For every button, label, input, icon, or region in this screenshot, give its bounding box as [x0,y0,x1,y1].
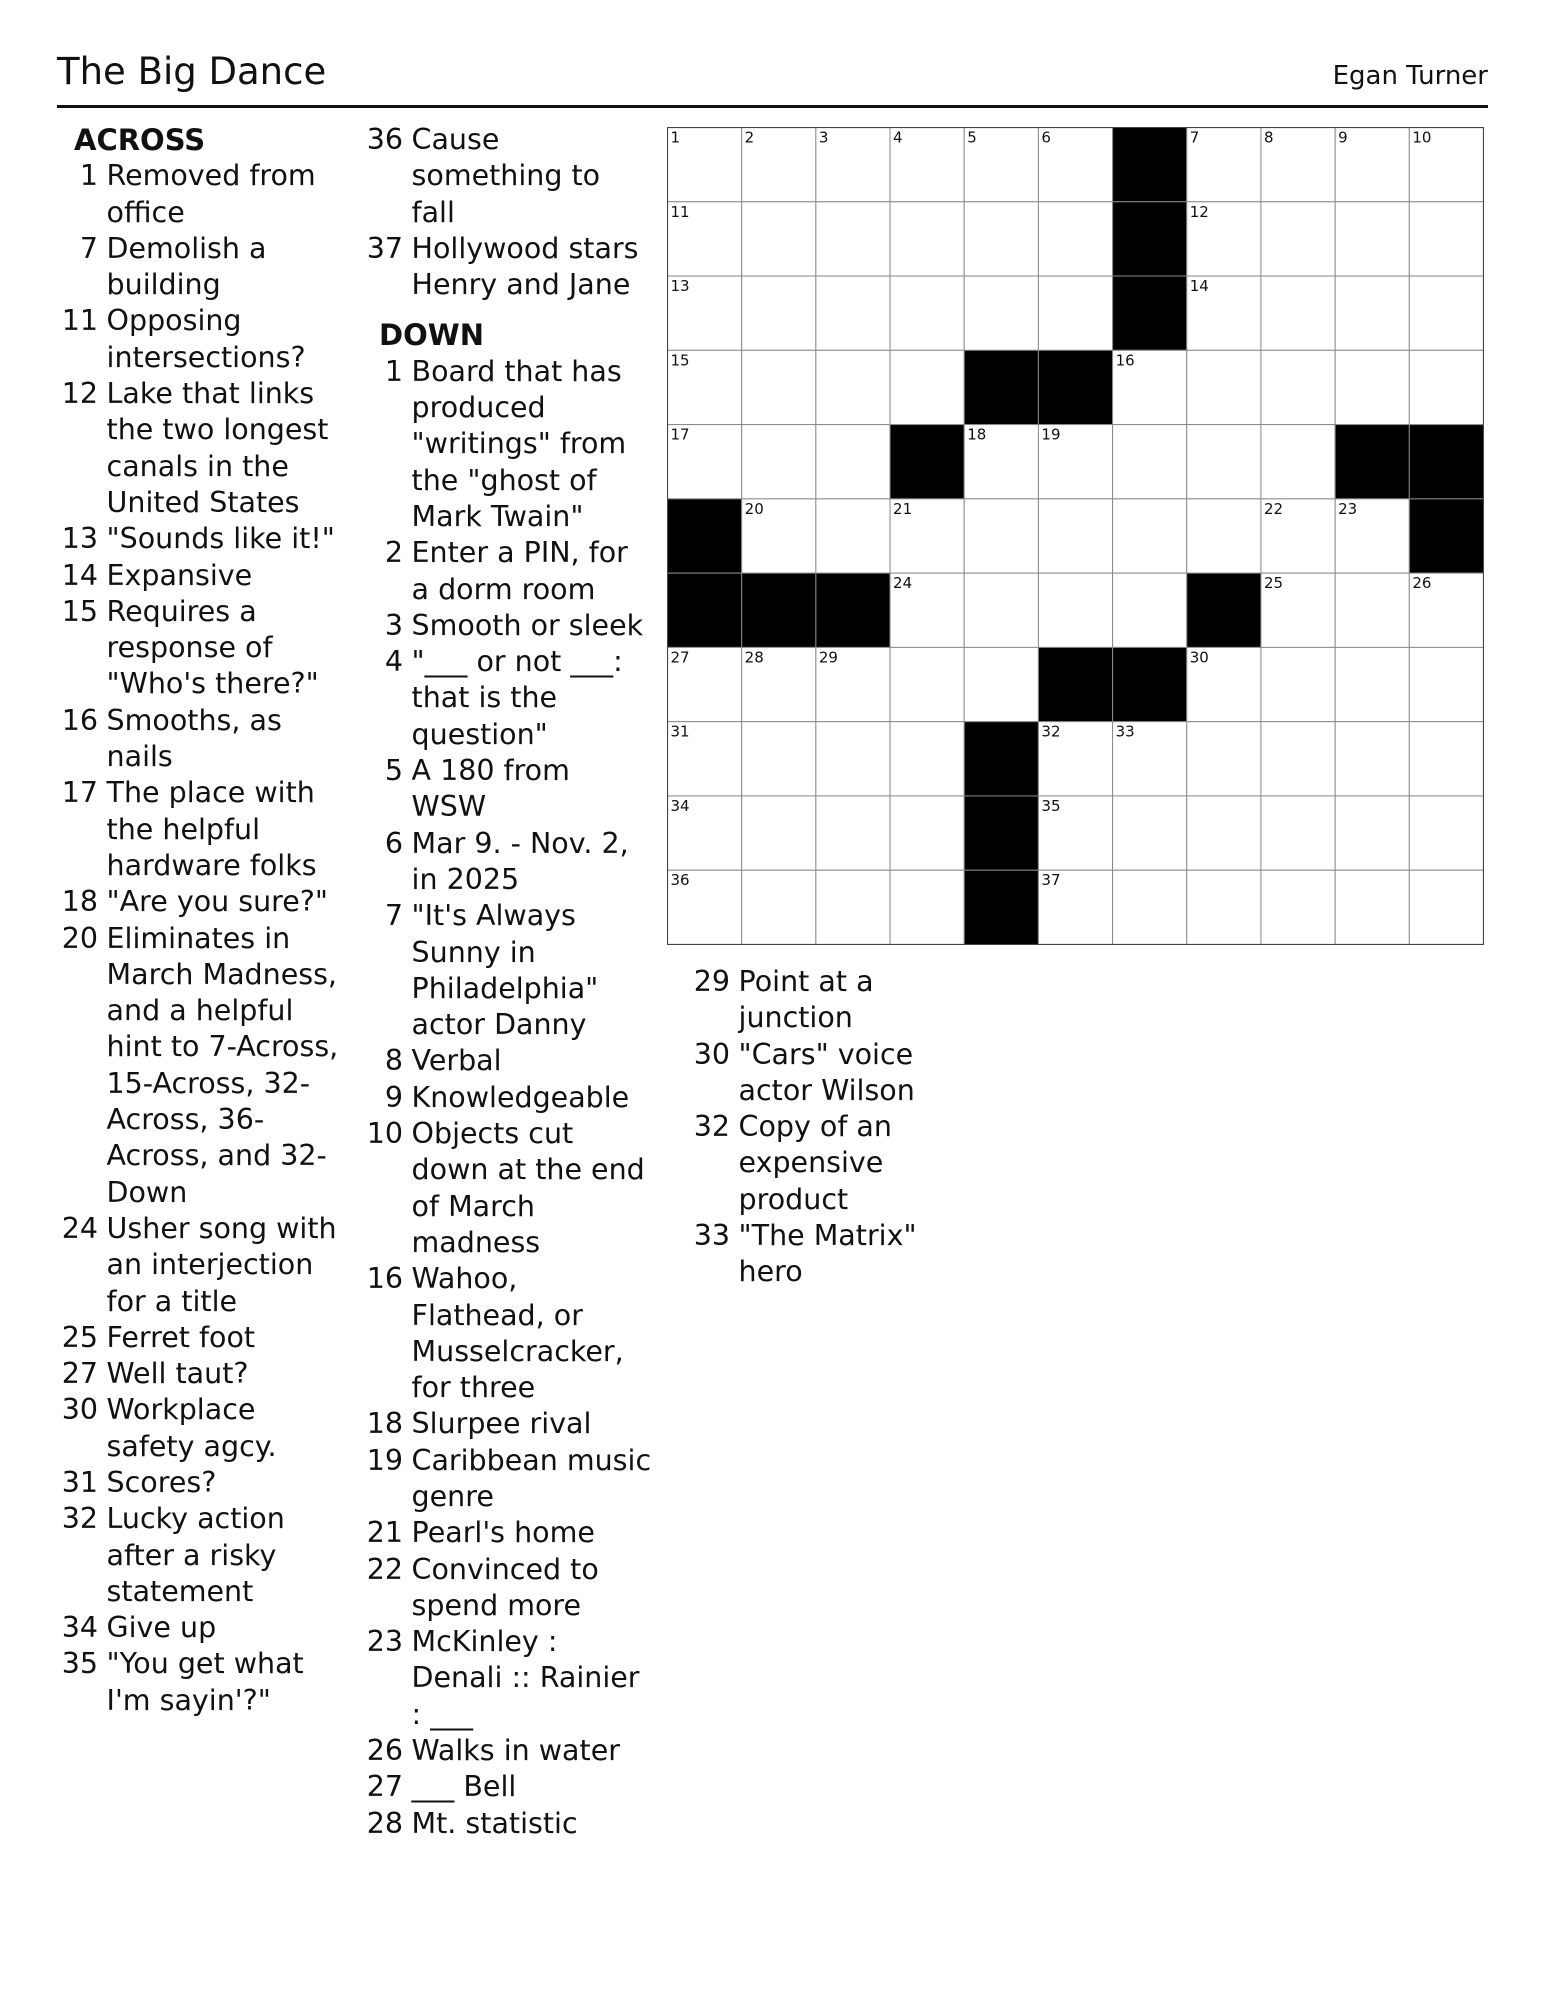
clue-number: 4 [384,645,403,679]
grid-cell[interactable] [890,796,964,870]
clue-text: Lucky action after a risky statement [106,1502,285,1608]
grid-cell[interactable] [1335,350,1409,424]
clue-text: Eliminates in March Madness, and a helpful hint to 7-Across, 15-Across, 32-Across, 36-Across, and 32-Down [106,921,339,1209]
clue-text: Lake that links the two longest canals in the United States [106,377,329,519]
clue-number: 2 [384,536,403,570]
clue-number: 7 [79,231,98,265]
crossword-grid[interactable] [667,127,1484,945]
grid-cell[interactable] [1261,722,1335,796]
clue-text: Requires a response of "Who's there?" [106,594,319,701]
clue-item[interactable] [362,1443,652,1516]
grid-cell[interactable] [964,202,1038,276]
clue-item[interactable] [57,884,347,920]
grid-cell[interactable] [890,870,964,944]
clue-number: 12 [61,377,98,411]
grid-cell[interactable] [964,647,1038,721]
grid-cell[interactable] [1409,870,1483,944]
clue-column-2 [362,122,652,1842]
clue-number: 28 [366,1806,403,1840]
clue-item[interactable] [362,1624,652,1733]
clue-number: 3 [384,608,403,642]
clue-text: Objects cut down at the end of March madness [411,1117,645,1259]
clue-number: 18 [366,1407,403,1441]
grid-cell[interactable] [1113,499,1187,573]
grid-cell[interactable] [816,499,890,573]
cell-number: 30 [1189,648,1209,667]
clue-number: 20 [61,921,98,955]
grid-cell[interactable] [890,350,964,424]
clue-item[interactable] [57,703,347,776]
grid-cell[interactable] [742,796,816,870]
clue-text: A 180 from WSW [411,754,570,824]
clue-text: ___ Bell [411,1770,517,1804]
clue-number: 25 [61,1320,98,1354]
clue-number: 34 [61,1611,98,1645]
clue-item[interactable] [57,303,347,376]
clue-item[interactable] [362,1769,652,1805]
clue-text: Board that has produced "writings" from the "ghost of Mark Twain" [411,354,627,533]
grid-block-cell [964,722,1038,796]
clue-text: "You get what I'm sayin'?" [106,1647,304,1717]
grid-cell[interactable] [1038,202,1112,276]
grid-cell[interactable] [816,202,890,276]
grid-cell[interactable] [1038,499,1112,573]
grid-block-cell [964,870,1038,944]
grid-cell[interactable] [890,202,964,276]
clue-item[interactable] [57,921,347,1211]
grid-cell[interactable] [816,796,890,870]
clue-item[interactable] [57,1646,347,1719]
clue-number: 32 [61,1502,98,1536]
grid-cell[interactable] [1409,722,1483,796]
cell-number: 27 [670,648,690,667]
grid-cell[interactable] [1113,796,1187,870]
clue-item[interactable] [57,594,347,703]
cell-number: 14 [1189,277,1209,296]
cell-number: 1 [670,128,681,147]
grid-cell[interactable] [964,499,1038,573]
grid-cell[interactable] [742,350,816,424]
clue-text: Caribbean music genre [411,1443,652,1513]
clue-number: 26 [366,1734,403,1768]
clue-column-1 [57,122,347,1719]
grid-cell[interactable] [1187,722,1261,796]
clue-number: 18 [61,885,98,919]
cell-number: 28 [744,648,764,667]
clue-item[interactable] [362,122,652,231]
clue-item[interactable] [57,1211,347,1320]
across-heading: ACROSS [74,123,206,157]
clue-item[interactable] [362,354,652,535]
clue-text: Slurpee rival [411,1407,592,1441]
clue-text: Usher song with an interjection for a title [106,1211,337,1318]
clue-text: "It's Always Sunny in Philadelphia" actor Danny [411,899,599,1042]
clue-text: Demolish a building [106,231,267,302]
cell-number: 29 [818,648,838,667]
grid-cell[interactable] [890,276,964,350]
cell-number: 36 [670,871,690,890]
grid-cell[interactable] [1261,350,1335,424]
clue-item[interactable] [689,1037,979,1110]
clue-text: Give up [106,1611,217,1645]
grid-cell[interactable] [816,870,890,944]
grid-block-cell [1038,350,1112,424]
clue-number: 33 [693,1219,730,1253]
clue-text: Scores? [106,1465,217,1499]
grid-block-cell [1113,276,1187,350]
clue-number: 27 [61,1357,98,1391]
clue-number: 1 [384,354,403,388]
grid-cell[interactable] [1113,573,1187,647]
clue-number: 24 [61,1211,98,1245]
grid-cell[interactable] [742,722,816,796]
grid-cell[interactable] [1113,425,1187,499]
grid-block-cell [1409,499,1483,573]
grid-cell[interactable] [1409,796,1483,870]
grid-cell[interactable] [816,350,890,424]
grid-block-cell [1335,425,1409,499]
cell-number: 12 [1189,202,1209,221]
clue-text: "The Matrix" hero [738,1219,917,1289]
clue-number: 35 [61,1647,98,1681]
grid-cell[interactable] [1187,499,1261,573]
clue-item[interactable] [362,644,652,753]
clue-text: "___ or not ___: that is the question" [411,645,623,751]
clue-text: Smooths, as nails [106,703,282,774]
grid-block-cell [964,350,1038,424]
cell-number: 32 [1041,722,1061,741]
grid-block-cell [742,573,816,647]
clue-item[interactable] [57,1610,347,1646]
clue-number: 14 [61,558,98,592]
clue-text: Walks in water [411,1734,620,1768]
clue-number: 1 [79,159,98,193]
grid-cell[interactable] [1187,425,1261,499]
cell-number: 2 [744,128,755,147]
cell-number: 8 [1263,128,1274,147]
clue-item[interactable] [57,1465,347,1501]
clue-text: Well taut? [106,1357,249,1391]
clue-item[interactable] [362,1261,652,1406]
clue-item[interactable] [689,1109,979,1218]
clue-text: Verbal [411,1044,502,1078]
grid-block-cell [668,499,742,573]
clue-text: "Sounds like it!" [106,522,335,556]
clue-text: Expansive [106,558,253,592]
clue-text: Copy of an expensive product [738,1110,892,1216]
cell-number: 35 [1041,796,1061,815]
cell-number: 17 [670,425,690,444]
clue-item[interactable] [57,1501,347,1610]
cell-number: 5 [967,128,977,147]
grid-cell[interactable] [1261,870,1335,944]
clue-item[interactable] [362,1733,652,1769]
cell-number: 9 [1338,128,1348,147]
clue-text: Mar 9. - Nov. 2, in 2025 [411,826,629,896]
grid-cell[interactable] [890,722,964,796]
grid-cell[interactable] [1335,796,1409,870]
grid-cell[interactable] [1335,276,1409,350]
clue-text: Removed from office [106,159,316,229]
cell-number: 16 [1115,351,1135,370]
clue-item[interactable] [362,826,652,899]
clue-item[interactable] [362,231,652,304]
grid-cell[interactable] [1261,425,1335,499]
clue-text: Ferret foot [106,1320,256,1354]
grid-cell[interactable] [1409,350,1483,424]
grid-cell[interactable] [816,722,890,796]
clue-item[interactable] [57,1356,347,1392]
grid-block-cell [1409,425,1483,499]
cell-number: 25 [1263,574,1284,593]
grid-cell[interactable] [816,276,890,350]
clue-number: 5 [384,754,403,788]
cell-number: 21 [893,499,913,518]
clue-number: 30 [693,1037,730,1071]
cell-number: 34 [670,796,690,815]
clue-number: 36 [366,123,403,156]
clue-text: Mt. statistic [411,1806,578,1840]
clue-text: Opposing intersections? [106,304,306,374]
grid-cell[interactable] [1113,870,1187,944]
clue-number: 31 [61,1465,98,1499]
grid-cell[interactable] [964,276,1038,350]
grid-block-cell [964,796,1038,870]
clue-number: 6 [384,826,403,860]
cell-number: 10 [1412,128,1432,147]
grid-cell[interactable] [1261,796,1335,870]
grid-cell[interactable] [1335,573,1409,647]
clue-item[interactable] [362,1552,652,1625]
clue-item[interactable] [362,608,652,644]
grid-block-cell [1113,128,1187,202]
clue-number: 10 [366,1117,403,1151]
grid-block-cell [1113,647,1187,721]
clue-text: McKinley : Denali :: Rainier : ___ [411,1625,640,1731]
clue-number: 15 [61,594,98,628]
clue-number: 7 [384,899,403,933]
clue-item[interactable] [362,1043,652,1079]
grid-cell[interactable] [1261,202,1335,276]
clue-number: 8 [384,1044,403,1078]
clue-text: The place with the helpful hardware folks [106,776,317,882]
clue-number: 21 [366,1516,403,1550]
clue-item[interactable] [362,1406,652,1442]
clue-text: Smooth or sleek [411,608,644,642]
grid-cell[interactable] [1261,276,1335,350]
clue-number: 27 [366,1770,403,1804]
cell-number: 24 [893,574,913,593]
clue-text: Cause something to fall [411,123,601,229]
clue-item[interactable] [362,898,652,1043]
header-divider [57,105,1488,108]
clue-number: 17 [61,776,98,810]
clue-number: 22 [366,1552,403,1586]
grid-cell[interactable] [742,425,816,499]
cell-number: 20 [744,499,764,518]
clue-item[interactable] [362,535,652,608]
cell-number: 31 [670,722,690,741]
grid-cell[interactable] [1187,870,1261,944]
cell-number: 18 [967,425,987,444]
puzzle-title: The Big Dance [57,50,327,93]
clue-item[interactable] [57,558,347,594]
clue-column-3 [689,964,979,1291]
grid-cell[interactable] [1335,722,1409,796]
cell-number: 13 [670,277,690,296]
cell-number: 3 [818,128,829,147]
clue-text: Wahoo, Flathead, or Musselcracker, for three [411,1262,624,1405]
grid-cell[interactable] [742,202,816,276]
clue-number: 37 [366,231,403,265]
cell-number: 7 [1189,128,1200,147]
clue-item[interactable] [689,1218,979,1291]
grid-cell[interactable] [742,276,816,350]
cell-number: 4 [893,128,903,147]
clue-text: Enter a PIN, for a dorm room [411,536,628,606]
grid-cell[interactable] [1335,202,1409,276]
cell-number: 23 [1338,499,1358,518]
grid-cell[interactable] [1038,573,1112,647]
clue-item[interactable] [57,1392,347,1465]
grid-cell[interactable] [1409,647,1483,721]
clue-item[interactable] [57,376,347,521]
clue-text: "Are you sure?" [106,885,329,919]
clue-text: Hollywood stars Henry and Jane [411,231,639,302]
clue-item[interactable] [362,1515,652,1551]
clue-text: Point at a junction [738,965,874,1035]
puzzle-author: Egan Turner [1332,61,1488,91]
cell-number: 22 [1263,499,1284,518]
cell-number: 6 [1041,128,1051,147]
clue-number: 30 [61,1393,98,1427]
grid-block-cell [890,425,964,499]
grid-cell[interactable] [1261,647,1335,721]
clue-item[interactable] [57,775,347,884]
grid-cell[interactable] [964,573,1038,647]
clue-number: 29 [693,965,730,998]
clue-number: 16 [61,703,98,737]
clue-item[interactable] [362,753,652,826]
clue-number: 32 [693,1110,730,1144]
cell-number: 11 [670,202,690,221]
clue-text: Knowledgeable [411,1080,630,1114]
clue-number: 11 [61,304,98,338]
grid-block-cell [1187,573,1261,647]
crossword-grid-svg[interactable] [667,127,1484,945]
grid-cell[interactable] [816,425,890,499]
clue-text: Pearl's home [411,1516,595,1550]
clue-text: "Cars" voice actor Wilson [738,1037,915,1107]
grid-cell[interactable] [1409,202,1483,276]
clue-number: 16 [366,1262,403,1296]
grid-block-cell [1038,647,1112,721]
clue-item[interactable] [362,1080,652,1116]
down-heading: DOWN [379,318,484,353]
grid-cell[interactable] [1187,350,1261,424]
clue-number: 23 [366,1625,403,1659]
clue-number: 19 [366,1443,403,1477]
cell-number: 37 [1041,871,1061,890]
grid-block-cell [816,573,890,647]
grid-cell[interactable] [742,870,816,944]
grid-cell[interactable] [1335,647,1409,721]
clue-number: 9 [384,1080,403,1114]
clue-item[interactable] [57,1320,347,1356]
clue-item[interactable] [57,521,347,557]
clue-item[interactable] [362,1116,652,1261]
grid-block-cell [668,573,742,647]
grid-cell[interactable] [1335,870,1409,944]
cell-number: 15 [670,351,690,370]
cell-number: 19 [1041,425,1061,444]
grid-cell[interactable] [1409,276,1483,350]
grid-block-cell [1113,202,1187,276]
clue-item[interactable] [57,158,347,231]
clue-item[interactable] [362,1806,652,1842]
grid-cell[interactable] [890,647,964,721]
grid-cell[interactable] [1038,276,1112,350]
grid-cell[interactable] [1187,796,1261,870]
clue-item[interactable] [57,231,347,304]
clue-number: 13 [61,522,98,556]
cell-number: 33 [1115,722,1135,741]
clue-text: Convinced to spend more [411,1552,599,1622]
clue-item[interactable] [689,964,979,1037]
clue-text: Workplace safety agcy. [106,1393,277,1463]
cell-number: 26 [1412,574,1432,593]
